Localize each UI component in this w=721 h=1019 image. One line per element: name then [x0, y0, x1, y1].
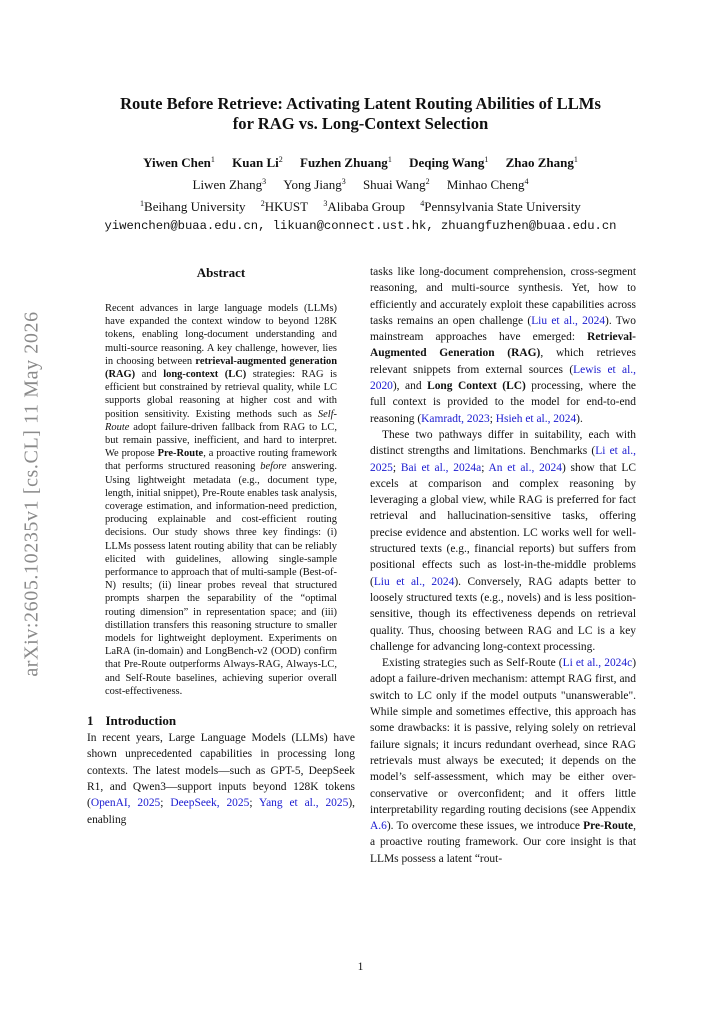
intro-paragraph-1-continued: tasks like long-document comprehension, cross-segment reasoning, and multi-source synthesis. Yet, how to efficiently and accurately exploit these capabilities across tasks remains an open challenge (Liu et al., 2024). Two mainstream approaches have emerged: Retrieval-Augmented Generation (RAG), which retrieves relevant snippets from external sources (Lewis et al., 2020), and Long Context (LC) processing, where the full context is provided to the model for end-to-end reasoning (Kamradt, 2023; Hsieh et al., 2024). — [370, 266, 637, 425]
author: Zhao Zhang$^1$ — [505, 155, 578, 170]
author: Minhao Cheng$^4$ — [446, 177, 529, 192]
citation-link[interactable]: Li et al., 2024c — [562, 657, 633, 670]
intro-paragraph-3: Existing strategies such as Self-Route (Li et al., 2024c) adopt a failure-driven mechanism: attempt RAG first, and switch to LC only if the model outputs "unanswerable". While simple and sometimes effective, this approach has some drawbacks: it is passive, relying solely on retrieval failure signals; it incurs redundant overhead, since RAG retrievals must always be executed; it depends on the model’s self-assessment, which may be either over-conservative or overconfident; and it offers little interpretability regarding routing decisions (see Appendix A.6). To overcome these issues, we introduce Pre-Route, a proactive routing framework. Our core insight is that LLMs possess a latent “rout- — [370, 657, 636, 865]
author: Liwen Zhang$^3$ — [192, 177, 267, 192]
paper-title — [90, 94, 631, 134]
author-row-1 — [60, 150, 661, 172]
intro-paragraph-2: These two pathways differ in suitability, each with distinct strengths and limitations. Benchmarks (Li et al., 2025; Bai et al., 2024a; An et al., 2024) show that LC excels at comparison and complex reasoning by leveraging a global view, while RAG is preferred for fact retrieval and hallucination-sensitive tasks, offering precise evidence and abstention. LC works well for well-structured texts (e.g., financial reports) but suffers from positional effects such as lost-in-the-middle problems (Liu et al., 2024). Conversely, RAG adapts better to loosely structured texts (e.g., novels) and is less position-sensitive, though its effectiveness depends on retrieval quality. Thus, choosing between RAG and LC is a key challenge for advancing long-context processing. — [370, 428, 636, 653]
right-column — [370, 264, 636, 867]
title-line-1: Route Before Retrieve: Activating Latent Routing Abilities of LLMs — [120, 94, 601, 113]
abstract-paragraph: Recent advances in large language models (LLMs) have expanded the context window to beyond 128K tokens, enabling long-document understanding and multi-source reasoning. A key challenge, however, lies in choosing between retrieval-augmented generation (RAG) and long-context (LC) strategies: RAG is efficient but constrained by retrieval quality, while LC supports global reasoning at higher cost and with position sensitivity. Existing methods such as Self-Route adopt failure-driven fallback from RAG to LC, but remain passive, inefficient, and hard to interpret. We propose Pre-Route, a proactive routing framework that performs structured reasoning before answering. Using lightweight metadata (e.g., document type, length, initial snippet), Pre-Route enables task analysis, coverage estimation, and information-need prediction, producing explainable and cost-efficient routing decisions. Our study shows three key findings: (i) LLMs possess latent routing ability that can be reliably elicited with guidelines, allowing single-sample performance to approach that of multi-sample (Best-of-N) results; (ii) linear probes reveal that structured prompts sharpen the separability of the “optimal routing dimension” in representation space; and (iii) distillation transfers this reasoning structure to smaller models for lightweight deployment. Experiments on LaRA (in-domain) and LongBench-v2 (OOD) confirm that Pre-Route outperforms Always-RAG, Always-LC, and Self-Route baselines, achieving superior overall cost-effectiveness. — [105, 303, 337, 697]
citation-link[interactable]: Lewis et al., 2020 — [370, 363, 636, 393]
author: Yiwen Chen$^1$ — [143, 155, 215, 170]
citation-link[interactable]: Liu et al., 2024 — [531, 314, 606, 327]
citation-link[interactable]: Kamradt, 2023 — [421, 412, 490, 425]
title-line-2: for RAG vs. Long-Context Selection — [232, 114, 489, 133]
citation-link[interactable]: Bai et al., 2024a — [400, 461, 482, 474]
citation-link[interactable]: Hsieh et al., 2024 — [495, 412, 577, 425]
affiliation: $^4$Pennsylvania State University — [420, 199, 581, 214]
arxiv-identifier-text: arXiv:2605.10235v1 [cs.CL] 11 May 2026 — [20, 311, 43, 677]
citation-link[interactable]: Liu et al., 2024 — [373, 575, 455, 588]
citation-link[interactable]: OpenAI, 2025 — [90, 797, 161, 810]
citation-link[interactable]: DeepSeek, 2025 — [170, 797, 250, 810]
author: Yong Jiang$^3$ — [283, 177, 346, 192]
affiliation: $^1$Beihang University — [140, 199, 246, 214]
arxiv-identifier-stamp — [18, 293, 46, 695]
citation-link[interactable]: An et al., 2024 — [488, 461, 562, 474]
citation-link[interactable]: Yang et al., 2025 — [258, 797, 349, 810]
author: Shuai Wang$^2$ — [362, 177, 430, 192]
author-list — [60, 150, 661, 194]
intro-paragraph-1-start: In recent years, Large Language Models (LLMs) have shown unprecedented capabilities in processing long contexts. The latest models—such as GPT-5, DeepSeek R1, and Qwen3—support inputs beyond 128K tokens (OpenAI, 2025; DeepSeek, 2025; Yang et al., 2025), enabling — [87, 732, 356, 826]
left-column — [87, 264, 355, 828]
author-row-2 — [60, 172, 661, 194]
abstract-body — [105, 302, 337, 698]
abstract-heading: Abstract — [196, 265, 246, 280]
author: Fuzhen Zhuang$^1$ — [300, 155, 392, 170]
author: Kuan Li$^2$ — [232, 155, 283, 170]
appendix-link[interactable]: A.6 — [370, 820, 387, 833]
citation-link[interactable]: Li et al., 2025 — [370, 445, 636, 474]
author: Deqing Wang$^1$ — [409, 155, 489, 170]
introduction-heading: 1 Introduction — [87, 713, 177, 729]
page-number: 1 — [357, 961, 364, 973]
author-emails: yiwenchen@buaa.edu.cn, likuan@connect.ust.hk, zhuangfuzhen@buaa.edu.cn — [104, 219, 617, 233]
affiliation: $^3$Alibaba Group — [323, 199, 405, 214]
affiliation-list — [60, 195, 661, 216]
affiliation: $^2$HKUST — [260, 199, 309, 214]
